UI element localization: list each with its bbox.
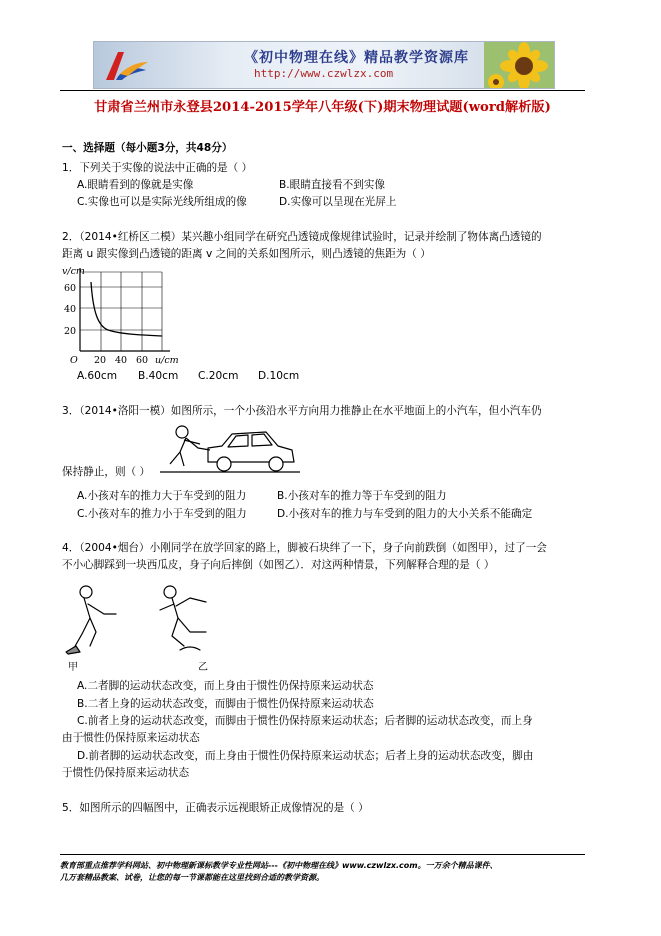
question-4-option-d-line-2: 于惯性仍保持原来运动状态 xyxy=(62,767,190,779)
document-title: 甘肃省兰州市永登县2014-2015学年八年级(下)期末物理试题(word解析版) xyxy=(94,100,551,115)
uv-curve xyxy=(91,282,162,336)
question-1-stem: 1．下列关于实像的说法中正确的是（ ） xyxy=(62,162,253,174)
figure-jia-head xyxy=(80,586,92,598)
x-tick-label: 60 xyxy=(136,355,149,366)
question-4-option-d-line-1: D.前者脚的运动状态改变，而上身由于惯性仍保持原来运动状态；后者上身的运动状态改变，脚由 xyxy=(77,750,534,762)
figure-yi-arm xyxy=(160,598,206,610)
falling-figures xyxy=(60,578,220,674)
question-1-option-b: B.眼睛直接看不到实像 xyxy=(279,179,385,191)
question-3-option-c: C.小孩对车的推力小于车受到的阻力 xyxy=(77,508,247,520)
question-3-option-d: D.小孩对车的推力与车受到的阻力的大小关系不能确定 xyxy=(277,508,533,520)
stone-icon xyxy=(66,646,80,654)
melon-peel-icon xyxy=(180,647,200,650)
y-tick-label: 60 xyxy=(64,283,77,294)
figure-jia-leg xyxy=(90,618,96,646)
footer-divider xyxy=(60,854,585,855)
footer-line-1: 教育部重点推荐学科网站、初中物理新课标教学专业性网站---《初中物理在线》www.czwlzx.com。一万余个精品课件、 xyxy=(60,861,498,870)
question-2-option-d: D.10cm xyxy=(258,370,300,382)
question-1-option-a: A.眼睛看到的像就是实像 xyxy=(77,179,194,191)
question-4-option-c-line-1: C.前者上身的运动状态改变，而脚由于惯性仍保持原来运动状态；后者脚的运动状态改变，而上身 xyxy=(77,715,533,727)
origin-label: O xyxy=(70,355,78,366)
sunflower-icon xyxy=(484,42,554,88)
question-2-uv-graph xyxy=(60,264,190,366)
car-window xyxy=(228,435,248,447)
header-banner xyxy=(93,41,555,89)
question-3-option-a: A.小孩对车的推力大于车受到的阻力 xyxy=(77,490,247,502)
footer-line-2: 几万套精品教案、试卷，让您的每一节课都能在这里找到合适的教学资源。 xyxy=(60,873,324,882)
figure-label-yi: 乙 xyxy=(198,662,208,673)
question-1-option-d: D.实像可以呈现在光屏上 xyxy=(279,196,397,208)
question-2-option-b: B.40cm xyxy=(138,370,179,382)
question-3-option-b: B.小孩对车的推力等于车受到的阻力 xyxy=(277,490,447,502)
banner-title: 《初中物理在线》精品教学资源库 xyxy=(244,50,469,66)
figure-yi-head xyxy=(164,586,176,598)
figure-yi-body xyxy=(172,598,206,632)
x-tick-label: 40 xyxy=(115,355,128,366)
question-4-option-c-line-2: 由于惯性仍保持原来运动状态 xyxy=(62,732,200,744)
y-tick-label: 20 xyxy=(64,326,77,337)
figure-label-jia: 甲 xyxy=(68,662,78,673)
question-2-line-1: 2．（2014•红桥区二模）某兴趣小组同学在研究凸透镜成像规律试验时，记录并绘制了物体离凸透镜的 xyxy=(62,231,542,243)
footer xyxy=(60,860,590,884)
figure-jia-body xyxy=(74,598,90,648)
figure-jia-arm xyxy=(88,604,116,614)
child-pushing-car-figure xyxy=(160,420,300,478)
question-4-option-b: B.二者上身的运动状态改变，而脚由于惯性仍保持原来运动状态 xyxy=(77,698,374,710)
question-2-option-a: A.60cm xyxy=(77,370,118,382)
section-heading: 一、选择题（每小题3分，共48分） xyxy=(62,142,233,154)
car-wheel xyxy=(217,457,231,471)
question-2-line-2: 距离 u 跟实像到凸透镜的距离 v 之间的关系如图所示，则凸透镜的焦距为（ ） xyxy=(62,248,431,260)
question-4-option-a: A.二者脚的运动状态改变，而上身由于惯性仍保持原来运动状态 xyxy=(77,680,374,692)
question-1-option-c: C.实像也可以是实际光线所组成的像 xyxy=(77,196,247,208)
question-3-line-2: 保持静止，则（ ） xyxy=(62,466,151,478)
question-2-option-c: C.20cm xyxy=(198,370,239,382)
y-tick-label: 40 xyxy=(64,304,77,315)
question-5-stem: 5．如图所示的四幅图中，正确表示远视眼矫正成像情况的是（ ） xyxy=(62,802,369,814)
car-wheel xyxy=(269,457,283,471)
y-axis-label: v/cm xyxy=(62,266,85,277)
site-logo-icon xyxy=(98,46,152,84)
x-tick-label: 20 xyxy=(94,355,107,366)
question-4-line-2: 不小心脚踩到一块西瓜皮，身子向后摔倒（如图乙）．对这两种情景，下列解释合理的是（ ） xyxy=(62,559,495,571)
banner-url: http://www.czwlzx.com xyxy=(254,67,394,80)
child-body xyxy=(170,438,186,466)
x-axis-label: u/cm xyxy=(155,355,179,366)
header-divider xyxy=(60,90,585,91)
child-head xyxy=(176,426,188,438)
question-4-line-1: 4．（2004•烟台）小刚同学在放学回家的路上，脚被石块绊了一下，身子向前跌倒（如图甲），过了一会 xyxy=(62,542,547,554)
question-3-line-1: 3．（2014•洛阳一模）如图所示，一个小孩沿水平方向用力推静止在水平地面上的小汽车，但小汽车仍 xyxy=(62,405,542,417)
